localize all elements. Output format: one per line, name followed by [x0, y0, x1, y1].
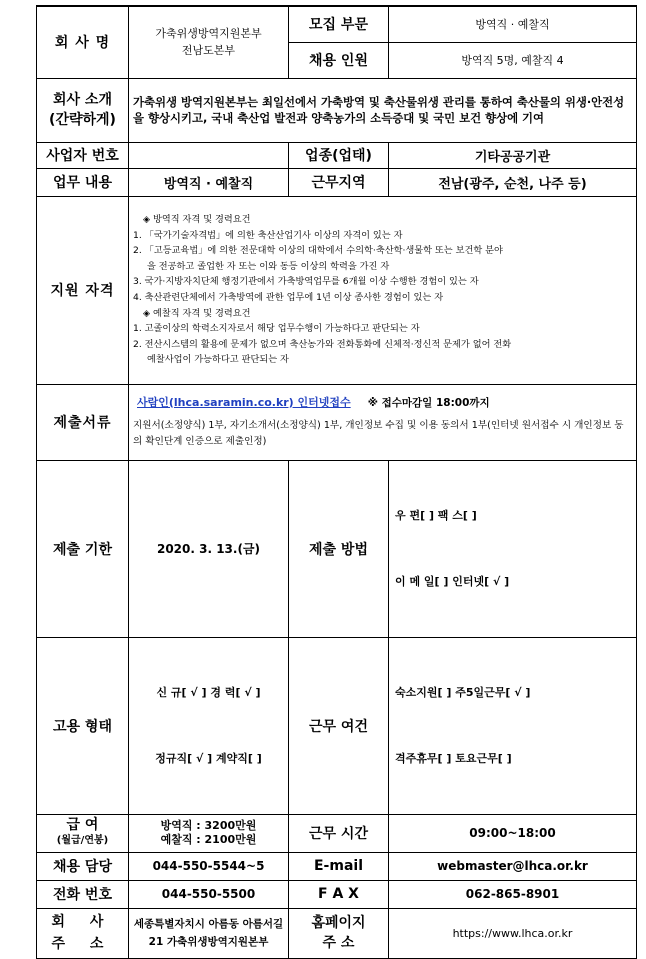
apply-line: ◈ 방역직 자격 및 경력요건: [143, 214, 251, 226]
company-name: [129, 6, 289, 78]
hours-label: 근무 시간: [289, 814, 389, 852]
salary-label-line1: 급 여: [66, 817, 99, 833]
region-value: 전남(광주, 순천, 나주 등): [389, 168, 637, 196]
salary-label: [37, 814, 129, 852]
company-name-line2: 전남도본부: [181, 44, 236, 58]
method-options: [389, 460, 637, 637]
method-line1: 우 편[ ] 팩 스[ ]: [395, 508, 477, 522]
salary-value: [129, 814, 289, 852]
homepage-label-line1: 홈페이지: [311, 915, 366, 931]
phone-label: 전화 번호: [37, 880, 129, 908]
posting-table: [36, 5, 637, 959]
email-label: E-mail: [289, 852, 389, 880]
deadline-label: 제출 기한: [37, 460, 129, 637]
method-line2: 이 메 일[ ] 인터넷[ √ ]: [395, 574, 510, 588]
address-line2: 21 가축위생방역지원본부: [148, 936, 269, 948]
conditions-line1: 숙소지원[ ] 주5일근무[ √ ]: [395, 685, 531, 699]
apply-label: 지원 자격: [37, 196, 129, 384]
hours-value: 09:00~18:00: [389, 814, 637, 852]
recruit-count-label: 채용 인원: [289, 42, 389, 78]
apply-link[interactable]: 사람인(lhca.saramin.co.kr) 인터넷접수: [137, 395, 351, 409]
salary-label-line2: (월급/연봉): [56, 835, 109, 846]
region-label: 근무지역: [289, 168, 389, 196]
documents-detail: 지원서(소정양식) 1부, 자기소개서(소정양식) 1부, 개인정보 수집 및 이용 동의서 1부(인터넷 원서접수 시 개인정보 동의 확인단계 인증으로 제출인정): [133, 419, 624, 447]
manager-value: 044-550-5544~5: [129, 852, 289, 880]
manager-label: 채용 담당: [37, 852, 129, 880]
apply-line: 을 전공하고 졸업한 자 또는 이와 동등 이상의 학력을 가진 자: [147, 260, 390, 272]
salary-line1: 방역직 : 3200만원: [160, 819, 257, 832]
company-label: 회 사 명: [37, 6, 129, 78]
conditions-line2: 격주휴무[ ] 토요근무[ ]: [395, 751, 512, 765]
business-reg-label: 사업자 번호: [37, 142, 129, 168]
address-line1: 세종특별자치시 아름동 아름서길: [133, 918, 284, 930]
company-name-line1: 가축위생방역지원본부: [155, 27, 262, 41]
conditions-options: [389, 637, 637, 814]
apply-line: 2. 전산시스템의 활용에 문제가 없으며 축산농가와 전화통화에 신체적·정신적 문제가 없어 전화: [133, 338, 512, 350]
business-reg-value: [129, 142, 289, 168]
duty-label: 업무 내용: [37, 168, 129, 196]
address-label: [37, 908, 129, 958]
recruit-field-value: 방역직 · 예찰직: [389, 6, 637, 42]
salary-line2: 예찰직 : 2100만원: [160, 833, 257, 846]
duty-value: 방역직 · 예찰직: [129, 168, 289, 196]
email-value[interactable]: webmaster@lhca.or.kr: [389, 852, 637, 880]
apply-qualifications: [129, 196, 637, 384]
address-label-line2: 주 소: [51, 936, 114, 952]
method-label: 제출 방법: [289, 460, 389, 637]
apply-line: 1. 「국가기술자격법」에 의한 축산산업기사 이상의 자격이 있는 자: [133, 229, 403, 241]
homepage-label-line2: 주 소: [322, 935, 355, 951]
deadline-value: 2020. 3. 13.(금): [129, 460, 289, 637]
job-posting-form: [36, 5, 636, 959]
employment-line1: 신 규[ √ ] 경 력[ √ ]: [156, 685, 261, 699]
intro-label-line2: (간략하게): [49, 112, 116, 128]
apply-line: 예찰사업이 가능하다고 판단되는 자: [147, 354, 289, 366]
industry-label: 업종(업태): [289, 142, 389, 168]
apply-line: 1. 고졸이상의 학력소지자로서 해당 업무수행이 가능하다고 판단되는 자: [133, 323, 420, 335]
address-value: [129, 908, 289, 958]
fax-label: F A X: [289, 880, 389, 908]
intro-label: [37, 78, 129, 142]
recruit-field-label: 모집 부문: [289, 6, 389, 42]
documents-content: [129, 384, 637, 460]
deadline-note: ※ 접수마감일 18:00까지: [367, 396, 490, 409]
fax-value: 062-865-8901: [389, 880, 637, 908]
apply-line: ◈ 예찰직 자격 및 경력요건: [143, 307, 251, 319]
homepage-label: [289, 908, 389, 958]
homepage-value[interactable]: https://www.lhca.or.kr: [389, 908, 637, 958]
industry-value: 기타공공기관: [389, 142, 637, 168]
intro-text: 가축위생 방역지원본부는 최일선에서 가축방역 및 축산물위생 관리를 통하여 축산물의 위생·안전성을 향상시키고, 국내 축산업 발전과 양축농가의 소득증대 및 국민 보건 향상에 기여: [129, 78, 637, 142]
employment-options: [129, 637, 289, 814]
documents-label: 제출서류: [37, 384, 129, 460]
apply-line: 2. 「고등교육법」에 의한 전문대학 이상의 대학에서 수의학·축산학·생물학 또는 보건학 분야: [133, 245, 503, 257]
phone-value: 044-550-5500: [129, 880, 289, 908]
apply-line: 4. 축산관련단체에서 가축방역에 관한 업무에 1년 이상 종사한 경험이 있는 자: [133, 292, 444, 303]
recruit-count-value: 방역직 5명, 예찰직 4: [389, 42, 637, 78]
address-label-line1: 회 사: [51, 914, 114, 930]
employment-label: 고용 형태: [37, 637, 129, 814]
employment-line2: 정규직[ √ ] 계약직[ ]: [155, 751, 262, 765]
conditions-label: 근무 여건: [289, 637, 389, 814]
intro-label-line1: 회사 소개: [53, 92, 112, 108]
apply-line: 3. 국가·지방자치단체 행정기관에서 가축방역업무를 6개월 이상 수행한 경험이 있는 자: [133, 276, 479, 288]
